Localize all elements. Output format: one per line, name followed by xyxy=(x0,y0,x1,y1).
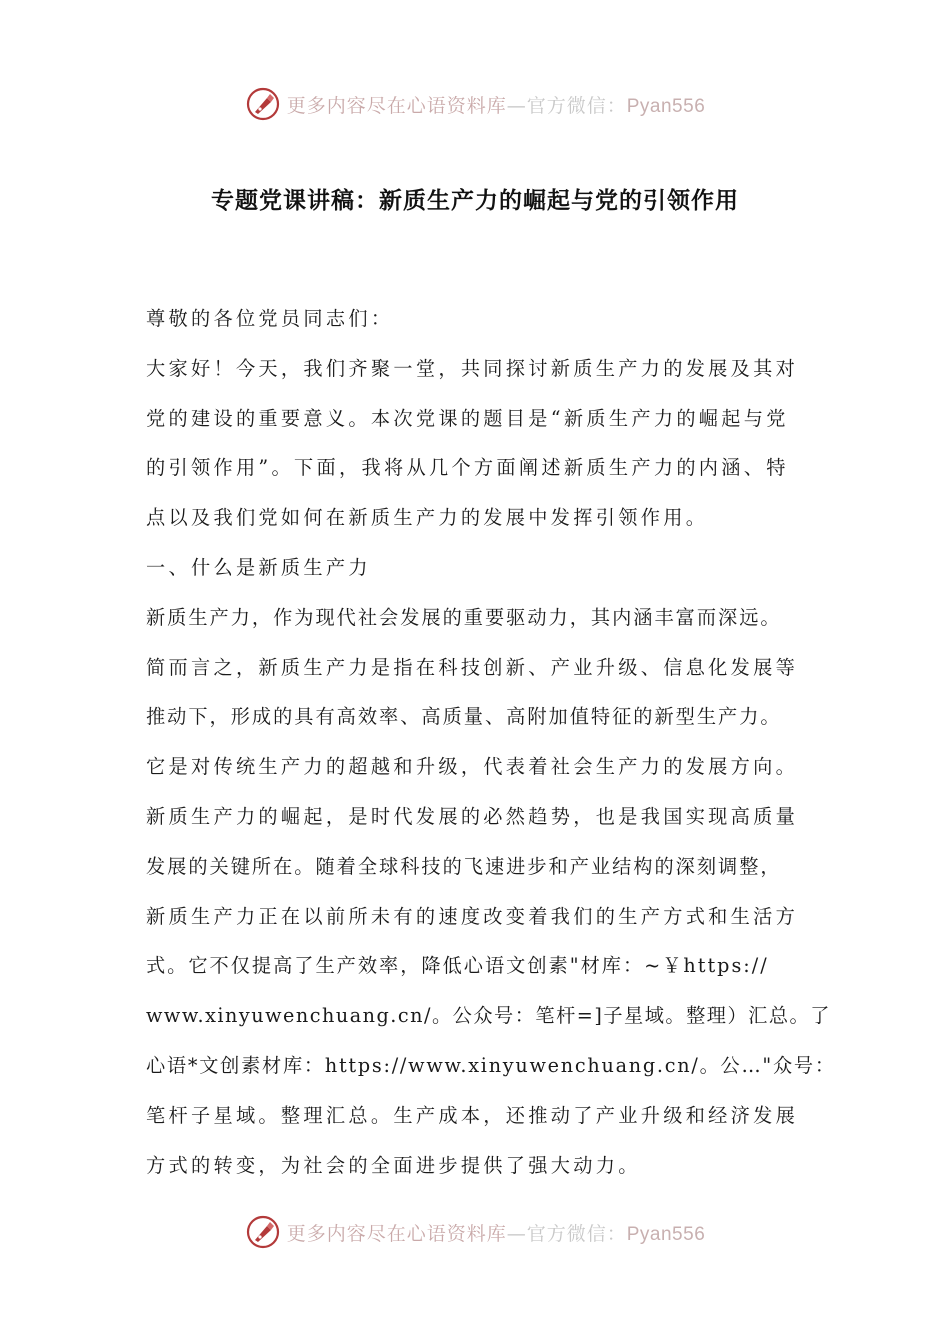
body-line-13: 新质生产力正在以前所未有的速度改变着我们的生产方式和生活方 xyxy=(146,904,799,928)
body-line-18: 方式的转变，为社会的全面进步提供了强大动力。 xyxy=(146,1153,641,1177)
watermark-wechat-label: 官方微信： xyxy=(526,1222,627,1245)
watermark-dash: — xyxy=(506,94,527,117)
watermark-wechat-label: 官方微信： xyxy=(526,94,627,117)
watermark-header xyxy=(0,84,950,124)
watermark-dash: — xyxy=(506,1222,527,1245)
watermark-footer xyxy=(0,1212,950,1252)
watermark-wechat-id: Pyan556 xyxy=(626,1223,706,1245)
body-line-10: 它是对传统生产力的超越和升级，代表着社会生产力的发展方向。 xyxy=(146,755,799,779)
body-line-11: 新质生产力的崛起，是时代发展的必然趋势，也是我国实现高质量 xyxy=(146,804,799,828)
body-line-7: 新质生产力，作为现代社会发展的重要驱动力，其内涵丰富而深远。 xyxy=(146,605,782,629)
pen-nib-logo-icon xyxy=(245,1214,281,1250)
watermark-wechat-id: Pyan556 xyxy=(626,95,706,117)
body-line-2: 大家好！今天，我们齐聚一堂，共同探讨新质生产力的发展及其对 xyxy=(146,356,799,380)
watermark-text xyxy=(287,1219,706,1246)
document-title: 专题党课讲稿：新质生产力的崛起与党的引领作用 xyxy=(211,188,739,214)
body-line-9: 推动下，形成的具有高效率、高质量、高附加值特征的新型生产力。 xyxy=(146,705,782,729)
body-line-3: 党的建设的重要意义。本次党课的题目是“新质生产力的崛起与党 xyxy=(146,406,789,430)
body-line-8: 简而言之，新质生产力是指在科技创新、产业升级、信息化发展等 xyxy=(146,655,799,679)
body-line-16: 心语*文创素材库：https://www.xinyuwenchuang.cn/。公…"众号： xyxy=(146,1053,836,1077)
watermark-label: 更多内容尽在心语资料库 xyxy=(286,1222,507,1245)
body-line-12: 发展的关键所在。随着全球科技的飞速进步和产业结构的深刻调整， xyxy=(146,854,782,878)
pen-nib-logo-icon xyxy=(245,86,281,122)
watermark-text xyxy=(287,91,706,118)
section-heading-1: 一、什么是新质生产力 xyxy=(146,555,371,579)
document-body xyxy=(146,294,836,1190)
body-line-4: 的引领作用”。下面，我将从几个方面阐述新质生产力的内涵、特 xyxy=(146,456,789,480)
body-line-17: 笔杆子星域。整理汇总。生产成本，还推动了产业升级和经济发展 xyxy=(146,1103,799,1127)
body-line-14: 式。它不仅提高了生产效率，降低心语文创素"材库：~￥https:// xyxy=(146,954,769,978)
watermark-label: 更多内容尽在心语资料库 xyxy=(286,94,507,117)
body-line-15: www.xinyuwenchuang.cn/。公众号：笔杆=]子星域。整理）汇总。了 xyxy=(146,1004,831,1028)
body-line-5: 点以及我们党如何在新质生产力的发展中发挥引领作用。 xyxy=(146,506,709,530)
body-line-1: 尊敬的各位党员同志们： xyxy=(146,307,394,330)
